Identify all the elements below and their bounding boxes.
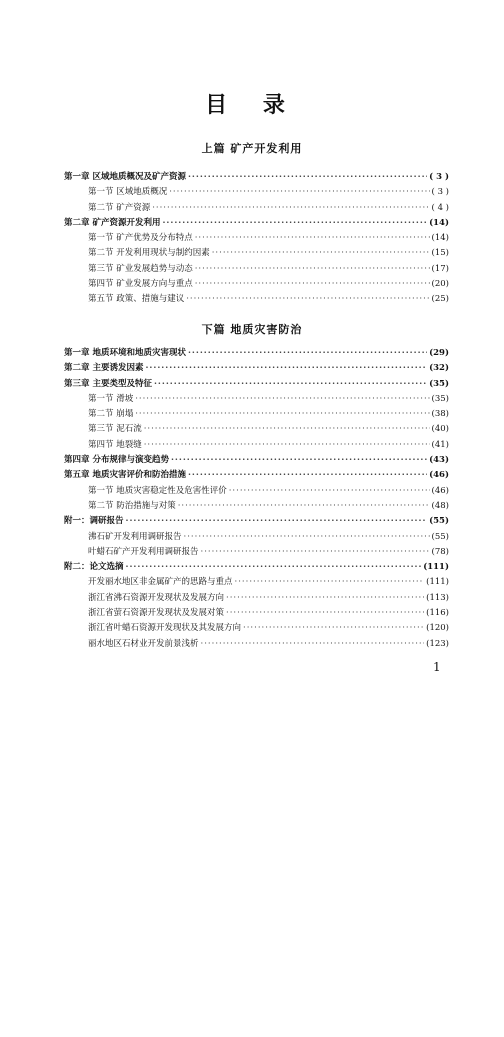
toc-section-row[interactable] xyxy=(64,392,449,407)
toc-entry-label: 第五节 政策、措施与建议 xyxy=(88,294,185,305)
toc-leader-dots xyxy=(226,608,424,618)
toc-page-number: (14) xyxy=(429,217,449,228)
toc-page-number: ( 4 ) xyxy=(431,202,449,213)
toc-entry-label: 第一节 区域地质概况 xyxy=(88,187,168,198)
toc-section-row[interactable] xyxy=(64,201,449,216)
toc-entry-label: 第二节 崩塌 xyxy=(88,409,134,420)
part2-heading: 下篇 地质灾害防治 xyxy=(201,323,303,336)
page-number: 1 xyxy=(433,660,441,674)
toc-leader-dots xyxy=(188,470,427,480)
toc-chapter-row[interactable] xyxy=(64,560,449,575)
toc-section-row[interactable] xyxy=(64,499,449,514)
toc-entry-label: 第三节 矿业发展趋势与动态 xyxy=(88,263,193,274)
toc-section-row[interactable] xyxy=(64,606,449,621)
toc-section-row[interactable] xyxy=(64,621,449,636)
toc-entry-label: 附一：调研报告 xyxy=(64,516,124,527)
toc-page-number: (113) xyxy=(426,592,449,603)
part1-toc xyxy=(64,170,449,308)
toc-section-row[interactable] xyxy=(64,277,449,292)
toc-section-row[interactable] xyxy=(64,575,449,590)
toc-leader-dots xyxy=(171,455,427,465)
toc-entry-label: 第一节 矿产优势及分布特点 xyxy=(88,233,193,244)
toc-leader-dots xyxy=(226,593,424,603)
toc-entry-label: 第三节 泥石流 xyxy=(88,424,142,435)
toc-section-row[interactable] xyxy=(64,545,449,560)
toc-entry-label: 第五章 地质灾害评价和防治措施 xyxy=(64,470,186,481)
page-title: 目 录 xyxy=(205,92,299,118)
toc-page-number: (25) xyxy=(431,294,449,305)
toc-leader-dots xyxy=(152,203,429,213)
toc-page-number: (46) xyxy=(429,470,449,481)
toc-page-number: (29) xyxy=(429,348,449,358)
toc-entry-label: 叶蜡石矿产开发利用调研报告 xyxy=(88,546,199,557)
toc-section-row[interactable] xyxy=(64,231,449,246)
toc-page-number: (46) xyxy=(431,485,449,496)
toc-page-number: (55) xyxy=(429,516,449,527)
toc-chapter-row[interactable] xyxy=(64,468,449,483)
toc-leader-dots xyxy=(126,562,422,572)
toc-page-number: (40) xyxy=(431,424,449,435)
toc-page-number: (14) xyxy=(431,233,449,244)
part1-heading: 上篇 矿产开发利用 xyxy=(201,142,303,155)
toc-section-row[interactable] xyxy=(64,591,449,606)
toc-entry-label: 第一节 滑坡 xyxy=(88,393,134,404)
toc-page-number: (17) xyxy=(431,263,449,274)
toc-section-row[interactable] xyxy=(64,407,449,422)
toc-leader-dots xyxy=(169,187,429,197)
toc-leader-dots xyxy=(135,409,429,419)
toc-entry-label: 第一节 地质灾害稳定性及危害性评价 xyxy=(88,485,227,496)
toc-leader-dots xyxy=(195,233,430,243)
toc-entry-label: 第二章 矿产资源开发利用 xyxy=(64,217,161,228)
toc-page-number: (35) xyxy=(429,378,449,389)
toc-leader-dots xyxy=(243,623,424,633)
toc-leader-dots xyxy=(201,547,430,557)
toc-page-number: (20) xyxy=(431,279,449,290)
toc-leader-dots xyxy=(144,440,430,450)
toc-chapter-row[interactable] xyxy=(64,361,449,376)
toc-chapter-row[interactable] xyxy=(64,170,449,185)
toc-page-number: (116) xyxy=(426,608,449,619)
toc-chapter-row[interactable] xyxy=(64,346,449,361)
toc-leader-dots xyxy=(195,279,430,289)
toc-page-number: (41) xyxy=(431,439,449,450)
toc-section-row[interactable] xyxy=(64,262,449,277)
toc-page-number: (55) xyxy=(431,531,449,542)
toc-page-number: (48) xyxy=(431,500,449,511)
toc-section-row[interactable] xyxy=(64,246,449,261)
toc-section-row[interactable] xyxy=(64,484,449,499)
toc-leader-dots xyxy=(235,577,425,587)
toc-page-number: (32) xyxy=(429,363,449,374)
toc-entry-label: 第二节 防治措施与对策 xyxy=(88,500,176,511)
toc-chapter-row[interactable] xyxy=(64,514,449,529)
toc-entry-label: 第四节 矿业发展方向与重点 xyxy=(88,279,193,290)
toc-leader-dots xyxy=(229,486,430,496)
toc-leader-dots xyxy=(145,363,427,373)
toc-page-number: (78) xyxy=(431,546,449,557)
toc-leader-dots xyxy=(188,172,427,182)
toc-section-row[interactable] xyxy=(64,637,449,652)
toc-page-number: (120) xyxy=(426,623,449,634)
toc-page-number: (38) xyxy=(431,409,449,420)
toc-section-row[interactable] xyxy=(64,292,449,307)
toc-section-row[interactable] xyxy=(64,530,449,545)
toc-section-row[interactable] xyxy=(64,185,449,200)
toc-page-number: (123) xyxy=(426,638,449,649)
toc-chapter-row[interactable] xyxy=(64,377,449,392)
toc-entry-label: 开发丽水地区非金属矿产的思路与重点 xyxy=(88,577,233,588)
toc-leader-dots xyxy=(178,501,430,511)
toc-page-number: ( 3 ) xyxy=(429,172,449,182)
toc-entry-label: 第四章 分布规律与演变趋势 xyxy=(64,455,169,466)
toc-section-row[interactable] xyxy=(64,438,449,453)
toc-entry-label: 浙江省沸石资源开发现状及发展方向 xyxy=(88,592,225,603)
toc-page-number: (111) xyxy=(426,577,449,588)
toc-entry-label: 第二章 主要诱发因素 xyxy=(64,363,144,374)
toc-page-number: (35) xyxy=(431,393,449,404)
toc-leader-dots xyxy=(162,218,427,228)
toc-page-number: (15) xyxy=(431,248,449,259)
toc-entry-label: 第二节 开发利用现状与制约因素 xyxy=(88,248,210,259)
toc-leader-dots xyxy=(144,424,430,434)
toc-leader-dots xyxy=(184,532,430,542)
toc-entry-label: 第二节 矿产资源 xyxy=(88,202,151,213)
toc-leader-dots xyxy=(186,294,429,304)
toc-entry-label: 第一章 地质环境和地质灾害现状 xyxy=(64,348,186,358)
toc-leader-dots xyxy=(212,248,430,258)
toc-page-number: (43) xyxy=(429,455,449,466)
toc-chapter-row[interactable] xyxy=(64,216,449,231)
toc-entry-label: 浙江省萤石资源开发现状及发展对策 xyxy=(88,608,225,619)
toc-entry-label: 丽水地区石材业开发前景浅析 xyxy=(88,638,199,649)
toc-leader-dots xyxy=(188,348,427,358)
toc-entry-label: 第三章 主要类型及特征 xyxy=(64,378,152,389)
part2-toc xyxy=(64,346,449,652)
toc-page-number: ( 3 ) xyxy=(431,187,449,198)
toc-leader-dots xyxy=(154,379,427,389)
toc-chapter-row[interactable] xyxy=(64,453,449,468)
toc-leader-dots xyxy=(195,264,430,274)
toc-leader-dots xyxy=(126,516,428,526)
toc-section-row[interactable] xyxy=(64,422,449,437)
toc-leader-dots xyxy=(201,639,425,649)
toc-entry-label: 沸石矿开发利用调研报告 xyxy=(88,531,182,542)
toc-leader-dots xyxy=(135,394,429,404)
toc-entry-label: 浙江省叶蜡石资源开发现状及其发展方向 xyxy=(88,623,242,634)
toc-entry-label: 第一章 区域地质概况及矿产资源 xyxy=(64,172,186,182)
toc-entry-label: 附二：论文选摘 xyxy=(64,562,124,573)
toc-page-number: (111) xyxy=(423,562,449,573)
toc-entry-label: 第四节 地裂缝 xyxy=(88,439,142,450)
